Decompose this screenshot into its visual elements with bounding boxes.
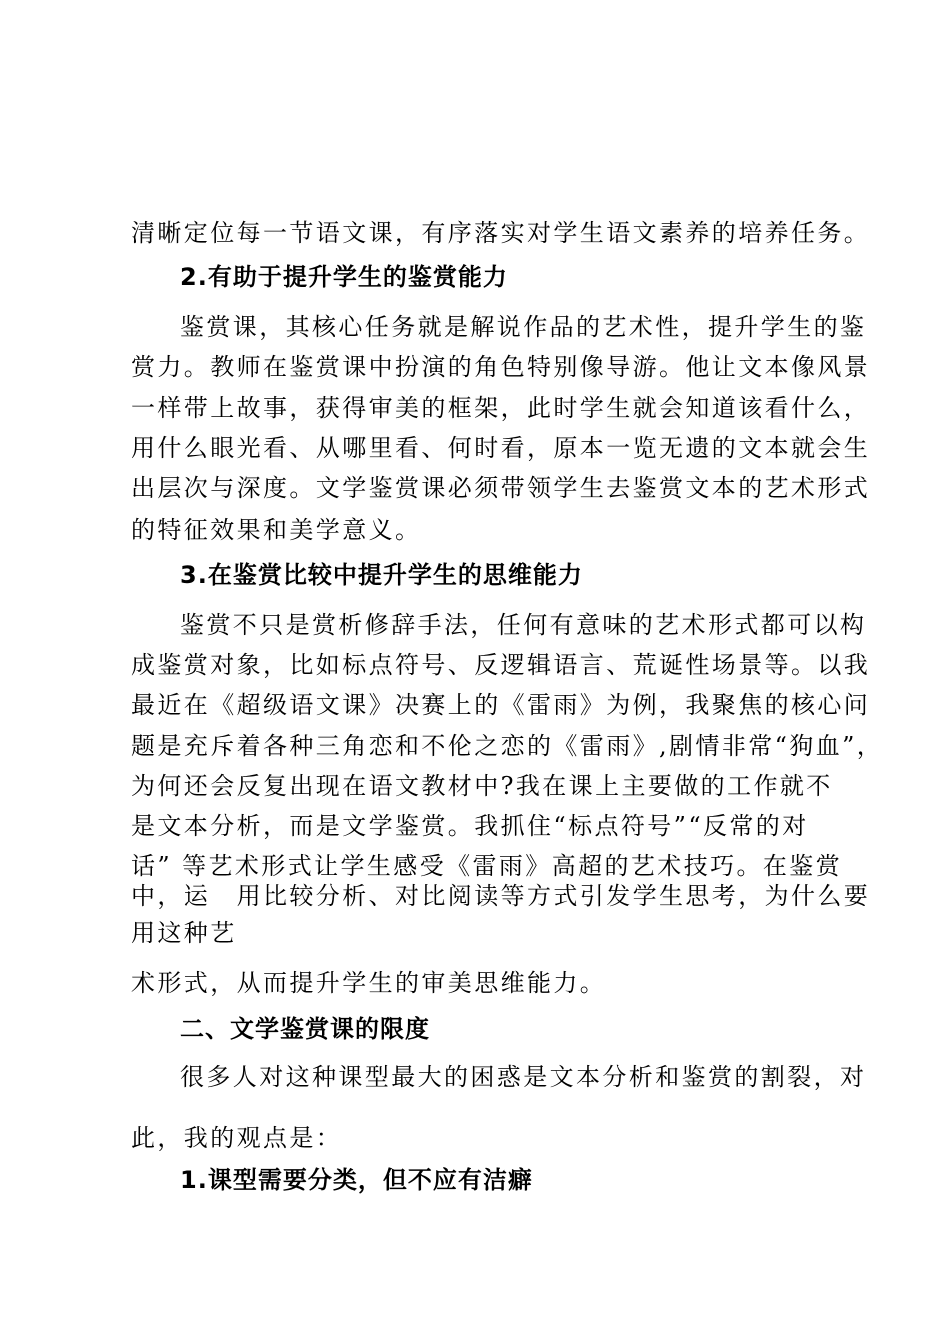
section-heading-2: 2.有助于提升学生的鉴赏能力 — [180, 263, 508, 291]
body-line: 中，运 用比较分析、对比阅读等方式引发学生思考，为什么要 — [131, 882, 871, 910]
body-line: 用这种艺 — [131, 919, 237, 947]
body-line: 清晰定位每一节语文课，有序落实对学生语文素养的培养任务。 — [131, 219, 871, 247]
body-line: 一样带上故事，获得审美的框架，此时学生就会知道该看什么， — [131, 394, 871, 422]
body-line: 鉴赏课，其核心任务就是解说作品的艺术性，提升学生的鉴 — [180, 313, 867, 341]
body-line: 赏力。教师在鉴赏课中扮演的角色特别像导游。他让文本像风景 — [131, 353, 871, 381]
section-heading-3: 3.在鉴赏比较中提升学生的思维能力 — [180, 561, 583, 589]
body-line: 的特征效果和美学意义。 — [131, 516, 422, 544]
body-line: 题是充斥着各种三角恋和不伦之恋的《雷雨》,剧情非常“狗血”， — [131, 732, 884, 760]
body-line: 用什么眼光看、从哪里看、何时看，原本一览无遗的文本就会生 — [131, 434, 871, 462]
chapter-heading: 二、文学鉴赏课的限度 — [180, 1015, 430, 1043]
body-line: 术形式，从而提升学生的审美思维能力。 — [131, 969, 607, 997]
body-line: 鉴赏不只是赏析修辞手法，任何有意味的艺术形式都可以构 — [180, 611, 867, 639]
body-line: 此，我的观点是： — [131, 1124, 343, 1152]
body-line: 很多人对这种课型最大的困惑是文本分析和鉴赏的割裂，对 — [180, 1063, 867, 1091]
body-line: 成鉴赏对象，比如标点符号、反逻辑语言、荒诞性场景等。以我 — [131, 651, 871, 679]
section-heading-1: 1.课型需要分类，但不应有洁癖 — [180, 1166, 533, 1194]
body-line: 出层次与深度。文学鉴赏课必须带领学生去鉴赏文本的艺术形式 — [131, 474, 871, 502]
body-line: 是文本分析，而是文学鉴赏。我抓住“标点符号”“反常的对 — [131, 812, 809, 840]
body-line: 话” 等艺术形式让学生感受《雷雨》高超的艺术技巧。在鉴赏 — [131, 852, 843, 880]
body-line: 为何还会反复出现在语文教材中?我在课上主要做的工作就不 — [131, 772, 833, 800]
body-line: 最近在《超级语文课》决赛上的《雷雨》为例，我聚焦的核心问 — [131, 691, 871, 719]
